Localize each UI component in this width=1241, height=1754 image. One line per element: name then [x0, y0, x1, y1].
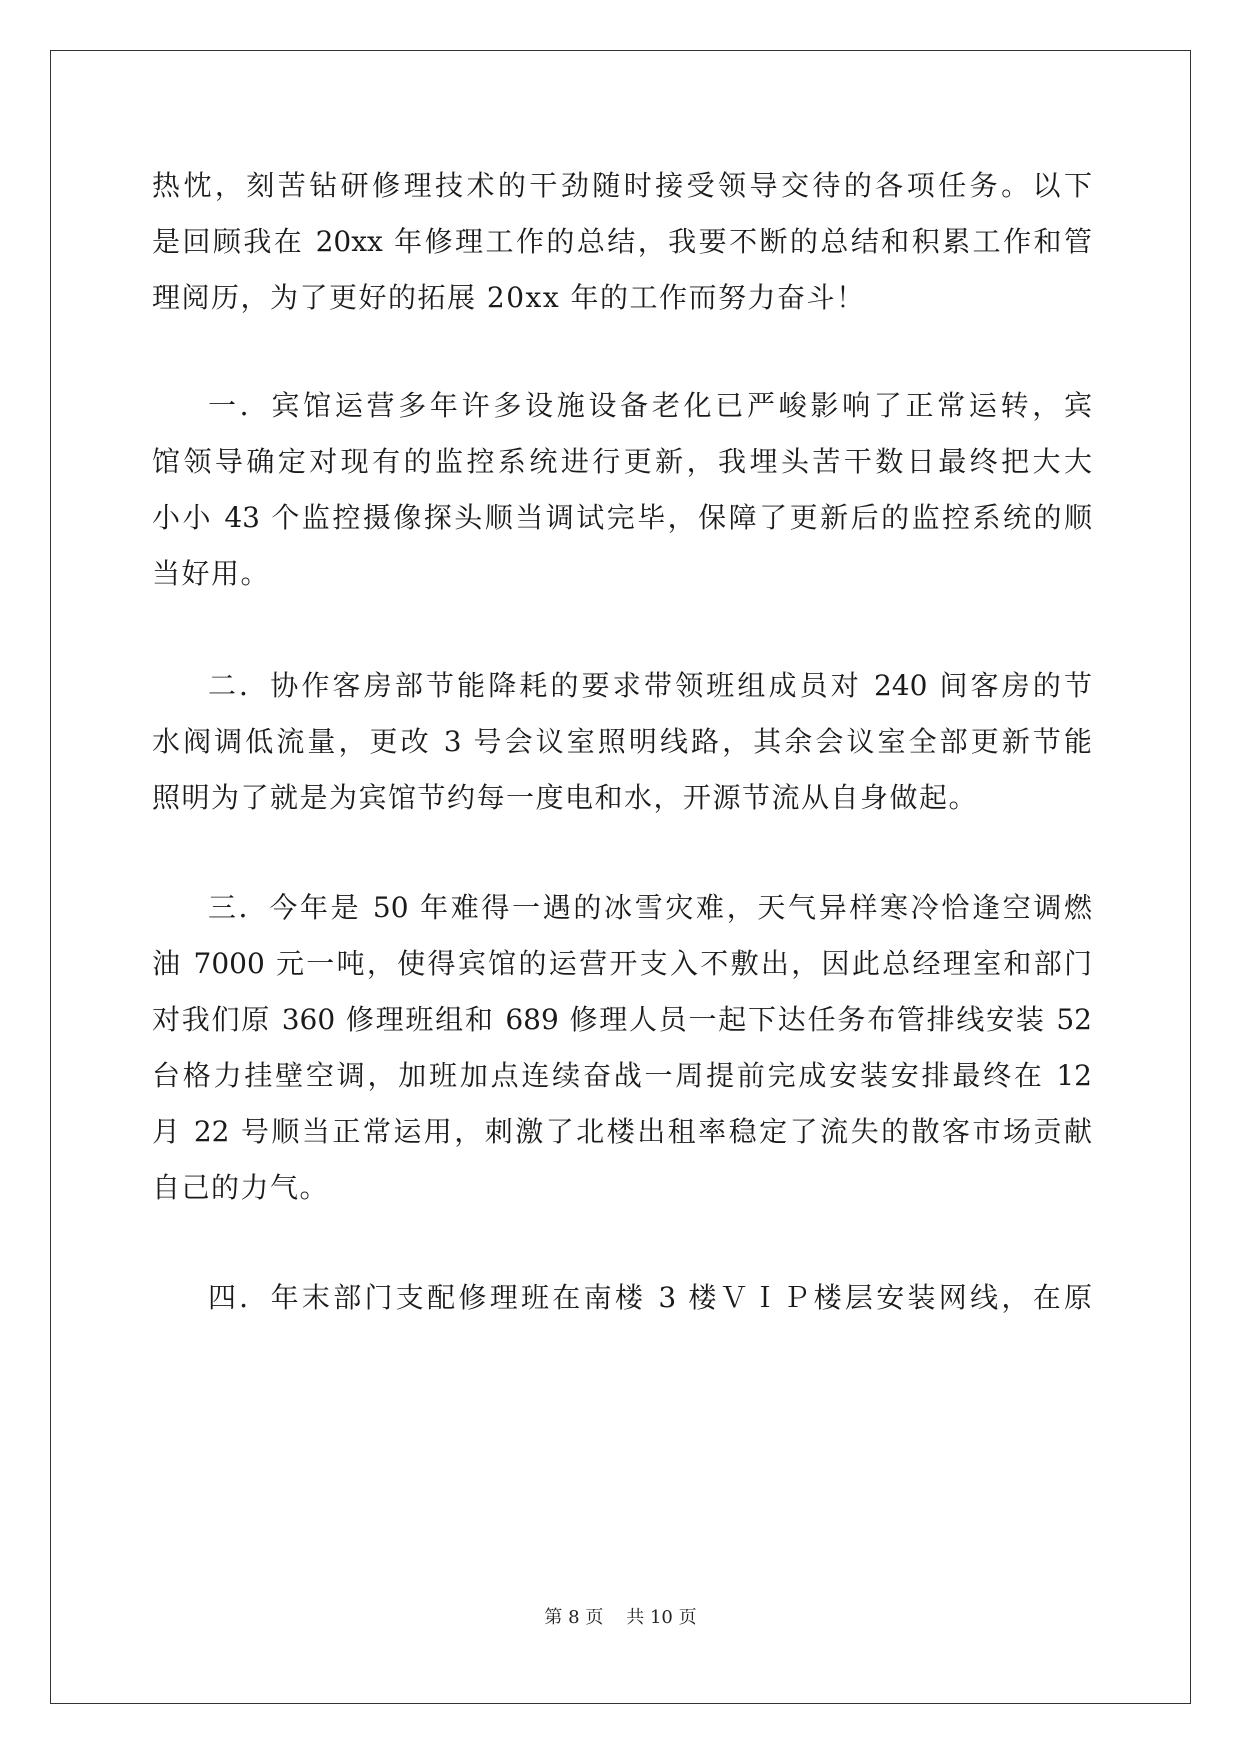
- paragraph-first-line: 二．协作客房部节能降耗的要求带领班组成员对 240 间客房的节: [208, 669, 1092, 702]
- text-line: 水阀调低流量，更改 3 号会议室照明线路，其余会议室全部更新节能: [152, 725, 1092, 758]
- text-line: 台格力挂壁空调，加班加点连续奋战一周提前完成安装安排最终在 12: [152, 1059, 1092, 1092]
- text-line: 对我们原 360 修理班组和 689 修理人员一起下达任务布管排线安装 52: [152, 1003, 1092, 1036]
- page-footer: [0, 1606, 1241, 1630]
- text-line: 油 7000 元一吨，使得宾馆的运营开支入不敷出，因此总经理室和部门: [152, 947, 1092, 980]
- paragraph-first-line: 一．宾馆运营多年许多设施设备老化已严峻影响了正常运转，宾: [208, 389, 1092, 422]
- page-number: 第 8 页: [544, 1607, 604, 1628]
- paragraph-first-line: 三．今年是 50 年难得一遇的冰雪灾难，天气异样寒冷恰逢空调燃: [208, 891, 1092, 924]
- paragraph-first-line: 四．年末部门支配修理班在南楼 3 楼ＶＩＰ楼层安装网线，在原: [208, 1281, 1092, 1314]
- text-line: 小小 43 个监控摄像探头顺当调试完毕，保障了更新后的监控系统的顺: [152, 501, 1092, 534]
- text-line: 当好用。: [152, 557, 271, 590]
- text-line: 自己的力气。: [152, 1171, 330, 1204]
- text-line: 照明为了就是为宾馆节约每一度电和水，开源节流从自身做起。: [152, 781, 979, 814]
- text-line: 馆领导确定对现有的监控系统进行更新，我埋头苦干数日最终把大大: [152, 445, 1092, 478]
- page-total: 共 10 页: [626, 1607, 697, 1628]
- text-line: 理阅历，为了更好的拓展 20xx 年的工作而努力奋斗！: [152, 281, 866, 314]
- text-line: 月 22 号顺当正常运用，刺激了北楼出租率稳定了流失的散客市场贡献: [152, 1115, 1092, 1148]
- text-line: 是回顾我在 20xx 年修理工作的总结，我要不断的总结和积累工作和管: [152, 225, 1092, 258]
- text-line: 热忱，刻苦钻研修理技术的干劲随时接受领导交待的各项任务。以下: [152, 169, 1092, 202]
